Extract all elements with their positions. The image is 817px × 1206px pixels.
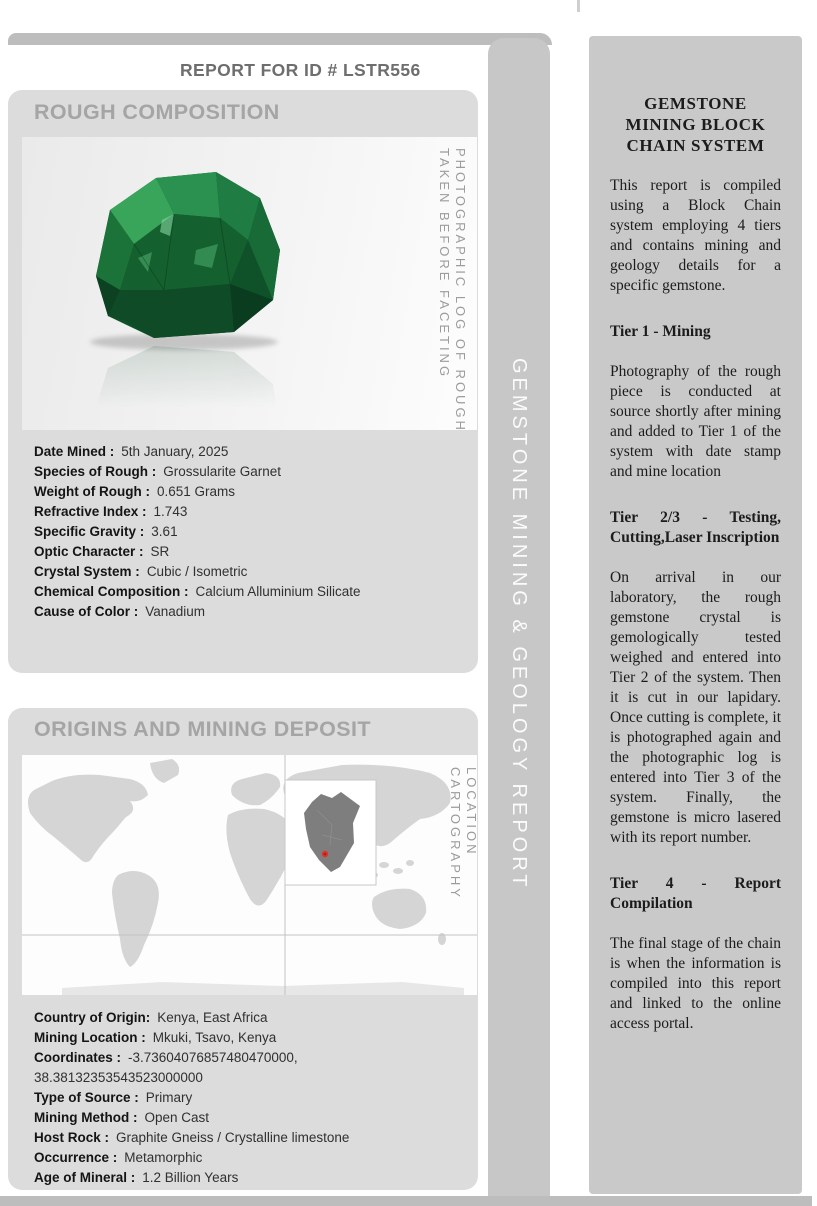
field-label: Date Mined : bbox=[34, 444, 115, 459]
field-value: 1.743 bbox=[153, 504, 188, 519]
field-label: Chemical Composition : bbox=[34, 584, 189, 599]
field-label: Weight of Rough : bbox=[34, 484, 150, 499]
field-value: 0.651 Grams bbox=[156, 484, 236, 499]
photo-caption-line2: TAKEN BEFORE FACETING bbox=[437, 148, 452, 380]
origins-header: ORIGINS AND MINING DEPOSIT bbox=[34, 717, 371, 741]
field-row bbox=[34, 1008, 464, 1028]
field-row bbox=[34, 1088, 464, 1108]
field-row bbox=[34, 1168, 464, 1188]
field-label: Country of Origin: bbox=[34, 1010, 151, 1025]
rough-photo-box bbox=[22, 137, 477, 430]
field-value: Graphite Gneiss / Crystalline limestone bbox=[116, 1130, 350, 1145]
field-label: Host Rock : bbox=[34, 1130, 110, 1145]
field-label: Optic Character : bbox=[34, 544, 144, 559]
field-label: Coordinates : bbox=[34, 1050, 122, 1065]
panel-title-line: MINING BLOCK bbox=[625, 115, 766, 134]
field-label: Crystal System : bbox=[34, 564, 140, 579]
rough-fields-list bbox=[34, 442, 464, 622]
field-row bbox=[34, 522, 464, 542]
field-label: Refractive Index : bbox=[34, 504, 147, 519]
field-value: Cubic / Isometric bbox=[146, 564, 248, 579]
field-value: Kenya, East Africa bbox=[157, 1010, 268, 1025]
rough-composition-header: ROUGH COMPOSITION bbox=[34, 100, 280, 124]
field-row bbox=[34, 602, 464, 622]
tier4-body: The final stage of the chain is when the information is compiled into this report and linked to the online access portal. bbox=[610, 935, 781, 1032]
world-map bbox=[22, 755, 477, 995]
field-value: Mkuki, Tsavo, Kenya bbox=[152, 1030, 277, 1045]
origins-fields-list bbox=[34, 1008, 464, 1188]
tier23-heading: Tier 2/3 - Testing, Cutting,Laser Inscription bbox=[610, 509, 781, 546]
field-row bbox=[34, 562, 464, 582]
card-top-edge-bar bbox=[8, 33, 552, 45]
field-row bbox=[34, 542, 464, 562]
page-title: REPORT FOR ID # LSTR556 bbox=[180, 60, 421, 80]
field-label: Type of Source : bbox=[34, 1090, 139, 1105]
field-row bbox=[34, 1108, 464, 1128]
field-label: Specific Gravity : bbox=[34, 524, 145, 539]
field-row bbox=[34, 1028, 464, 1048]
field-value: -3.73604076857480470000, 38.38132353543523000000 bbox=[34, 1050, 306, 1085]
top-tick-mark bbox=[577, 0, 580, 12]
panel-title-line: GEMSTONE bbox=[644, 94, 747, 113]
blockchain-info-panel bbox=[589, 36, 802, 1194]
photo-caption bbox=[436, 148, 468, 433]
map-box bbox=[22, 755, 477, 995]
field-value: 5th January, 2025 bbox=[121, 444, 229, 459]
field-row bbox=[34, 442, 464, 462]
panel-title bbox=[610, 93, 781, 156]
side-strip bbox=[488, 38, 550, 1206]
field-value: 3.61 bbox=[151, 524, 178, 539]
field-label: Occurrence : bbox=[34, 1150, 118, 1165]
field-row bbox=[34, 582, 464, 602]
bottom-edge-bar bbox=[0, 1196, 812, 1206]
field-label: Cause of Color : bbox=[34, 604, 139, 619]
field-value: Metamorphic bbox=[124, 1150, 203, 1165]
field-row bbox=[34, 502, 464, 522]
field-value: 1.2 Billion Years bbox=[142, 1170, 239, 1185]
tier4-heading: Tier 4 - Report Compilation bbox=[610, 875, 781, 912]
field-row bbox=[34, 1128, 464, 1148]
photo-caption-line1: PHOTOGRAPHIC LOG OF ROUGH bbox=[453, 148, 468, 433]
field-value: Vanadium bbox=[145, 604, 206, 619]
map-caption: LOCATION CARTOGRAPHY bbox=[448, 767, 479, 900]
field-value: Grossularite Garnet bbox=[163, 464, 282, 479]
tier1-body: Photography of the rough piece is conducted at source shortly after mining and added to Tier 1 of the system with date stamp and mine location bbox=[610, 363, 781, 480]
gem-photo bbox=[78, 158, 290, 414]
field-label: Age of Mineral : bbox=[34, 1170, 136, 1185]
field-row bbox=[34, 462, 464, 482]
tier23-body: On arrival in our laboratory, the rough gemstone crystal is gemologically tested weighed and entered into Tier 2 of the system. Then it is cut in our lapidary. Once cutting is complete, it is photographed again and the photographic log is entered into Tier 3 of the system. Finally, the gemstone is micro lasered with its report number. bbox=[610, 569, 781, 846]
panel-intro: This report is compiled using a Block Chain system employing 4 tiers and contains mining and geology details for a specific gemstone. bbox=[610, 177, 781, 294]
field-value: Open Cast bbox=[144, 1110, 210, 1125]
panel-title-line: CHAIN SYSTEM bbox=[626, 136, 765, 155]
field-label: Species of Rough : bbox=[34, 464, 157, 479]
tier1-heading: Tier 1 - Mining bbox=[610, 323, 711, 340]
field-row bbox=[34, 1048, 464, 1088]
kenya-inset bbox=[285, 780, 376, 885]
field-row bbox=[34, 482, 464, 502]
field-row bbox=[34, 1148, 464, 1168]
field-label: Mining Location : bbox=[34, 1030, 146, 1045]
field-value: SR bbox=[150, 544, 170, 559]
side-strip-title: GEMSTONE MINING & GEOLOGY REPORT bbox=[508, 358, 530, 891]
field-label: Mining Method : bbox=[34, 1110, 138, 1125]
field-value: Primary bbox=[145, 1090, 193, 1105]
field-value: Calcium Alluminium Silicate bbox=[195, 584, 361, 599]
